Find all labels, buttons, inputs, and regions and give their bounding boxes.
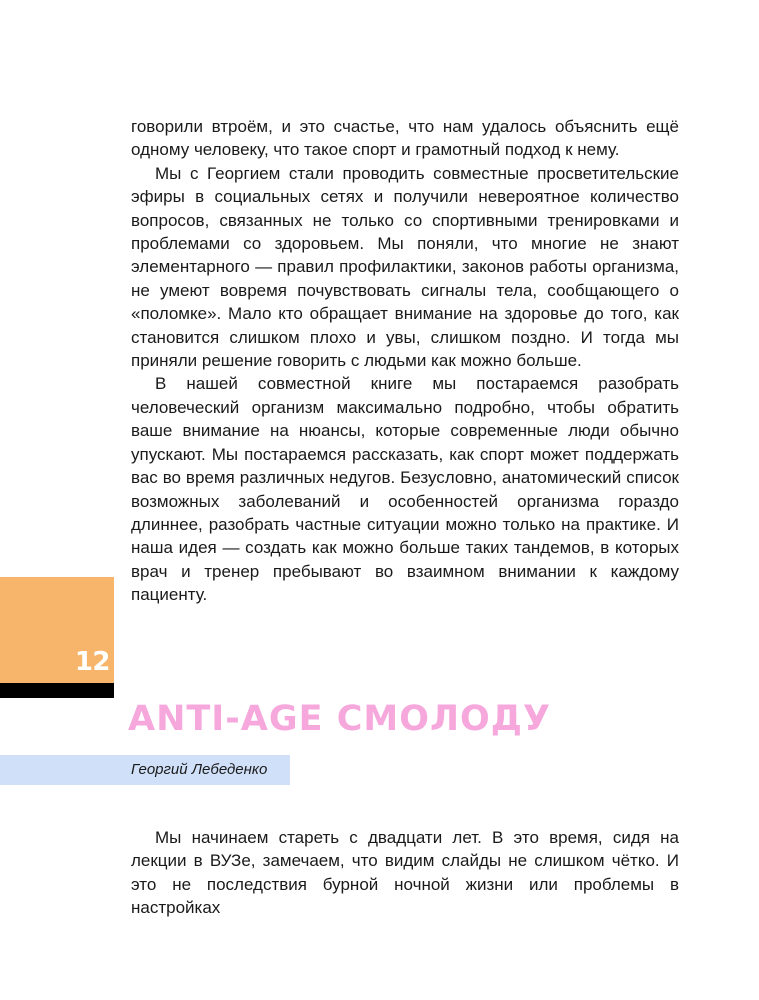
author-name: Георгий Лебеденко	[131, 761, 268, 778]
paragraph: Мы начинаем стареть с двадцати лет. В это время, сидя на лекции в ВУЗе, замечаем, что видим слайды не слишком чётко. И это не последствия бурной ночной жизни или проблемы в настройках	[131, 828, 679, 918]
body-text-bottom	[131, 826, 679, 920]
chapter-divider-bar	[0, 683, 114, 698]
paragraph: говорили втроём, и это счастье, что нам удалось объяснить ещё одному человеку, что такое спорт и грамотный подход к нему.	[131, 117, 679, 160]
chapter-title: ANTI-AGE СМОЛОДУ	[128, 699, 551, 739]
page-number-tab	[0, 577, 114, 683]
page-number: 12	[74, 647, 110, 677]
paragraph: В нашей совместной книге мы постараемся разобрать человеческий организм максимально подробно, чтобы обратить ваше внимание на нюансы, которые современные люди обычно упускают. Мы постараемся рассказать, как спорт может поддержать вас во время различных недугов. Безусловно, анатомический список возможных заболеваний и особенностей организма гораздо длиннее, разобрать частные ситуации можно только на практике. И наша идея — создать как можно больше таких тандемов, в которых врач и тренер пребывают во взаимном внимании к каждому пациенту.	[131, 374, 679, 605]
author-band	[0, 755, 290, 785]
paragraph: Мы с Георгием стали проводить совместные просветительские эфиры в социальных сетях и получили невероятное количество вопросов, связанных не только со спортивными тренировками и проблемами со здоровьем. Мы поняли, что многие не знают элементарного — правил профилактики, законов работы организма, не умеют вовремя почувствовать сигналы тела, сообщающего о «поломке». Мало кто обращает внимание на здоровье до того, как становится слишком плохо и увы, слишком поздно. И тогда мы приняли решение говорить с людьми как можно больше.	[131, 163, 679, 371]
body-text-top	[131, 115, 679, 607]
